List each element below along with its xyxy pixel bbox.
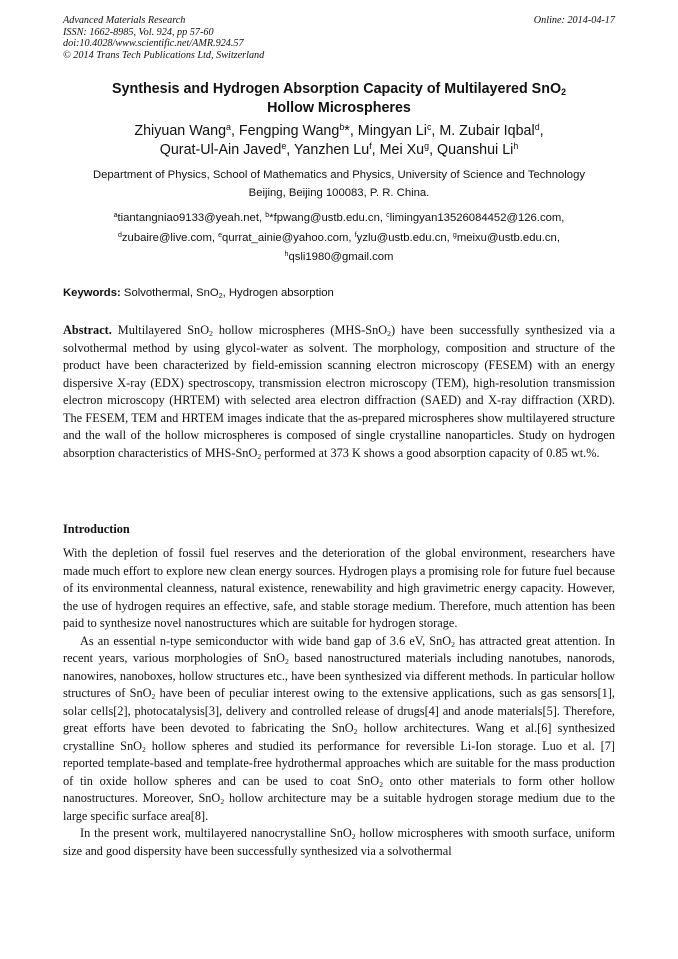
email: $^b$*fpwang@ustb.edu.cn, [265,212,387,224]
paragraph: With the depletion of fossil fuel reserves and the deterioration of the global environment, researchers have made much effort to explore new clean energy sources. Hydrogen plays a promising role for future fuel because of its environmental cleanness, natural existence, renewability and high gravimetric energy capacity. However, the use of hydrogen requires an effective, safe, and stable storage medium. Therefore, much attention has been paid to synthesize novel nanostructures which are suitable for hydrogen storage. [63,546,615,630]
affiliation: Department of Physics, School of Mathematics and Physics, University of Science and Technology Beijing, Beijing 100083, P. R. China. [92,169,586,199]
author: Fengping Wang$^b$*, [238,122,358,139]
online-date: Online: 2014-04-17 [533,15,615,26]
abstract-label: Abstract. [63,323,112,337]
keywords: Keywords: Solvothermal, SnO$_2$, Hydrogen absorption [63,287,334,300]
author: Yanzhen Lu$^f$, [293,141,380,158]
paragraph: As an essential n-type semiconductor with wide band gap of 3.6 eV, SnO$_2$ has attracted great attention. In recent years, various morphologies of SnO$_2$ based nanostructured materials including nanotubes, nanorods, nanowires, nanoboxes, hollow structures etc., have been synthesized via different methods. In particular hollow structures of SnO$_2$ have been of peculiar interest owing to the extensive applications, such as gas sensors[1], solar cells[2], photocatalysis[3], delivery and controlled release of drugs[4] and anode materials[5]. Therefore, great efforts have been devoted to fabricating the SnO$_2$ hollow architectures. Wang et al.[6] synthesized crystalline SnO$_2$ hollow spheres and studied its performance for reversible Li-Ion storage. Luo et al. [7] reported template-based and template-free hydrothermal approaches which are suitable for the mass production of tin oxide hollow spheres and can be used to coat SnO$_2$ onto other materials to form other hollow nanostructures. Moreover, SnO$_2$ hollow architecture may be a suitable hydrogen storage medium due to the large specific surface area[8]. [63,633,616,823]
email: $^f$yzlu@ustb.edu.cn, [354,231,453,244]
email-list [63,209,615,268]
running-header [63,15,615,61]
paragraph: In the present work, multilayered nanocrystalline SnO$_2$ hollow microspheres with smooth surface, uniform size and good dispersity have been successfully synthesized via a solvothermal [63,826,615,858]
author: Mei Xu$^g$, [379,141,438,158]
issn-line: ISSN: 1662-8985, Vol. 924, pp 57-60 [63,26,214,38]
paper-title [63,80,615,118]
email: $^g$meixu@ustb.edu.cn, [452,231,560,244]
author-list [63,122,615,160]
keywords-label: Keywords: [63,287,121,299]
author: Quanshui Li$^h$ [437,141,519,158]
doi-line: doi:10.4028/www.scientific.net/AMR.924.57 [63,38,244,50]
email: $^h$qsli1980@gmail.com [284,251,394,263]
author: M. Zubair Iqbal$^d$, [439,122,544,139]
email: $^e$qurrat_ainie@yahoo.com, [218,231,355,244]
author: Qurat-Ul-Ain Javed$^e$, [159,141,294,158]
title-line-2: Hollow Microspheres [267,100,411,116]
abstract: Abstract. Multilayered SnO$_2$ hollow microspheres (MHS-SnO$_2$) have been successfully synthesized via a solvothermal method by using glycol-water as solvent. The morphology, composition and structure of the product have been characterized by field-emission scanning electron microscopy (FESEM) with an energy dispersive X-ray (EDX) spectroscopy, transmission electron microscopy (TEM), high-resolution transmission electron microscopy (HRTEM) with selected area electron diffraction (SAED) and X-ray diffraction (XRD). The FESEM, TEM and HRTEM images indicate that the as-prepared microspheres show multilayered structure and the wall of the hollow microspheres is composed of single crystalline nanoparticles. Study on hydrogen absorption characteristics of MHS-SnO$_2$ performed at 373 K shows a good absorption capacity of 0.85 wt.%. [63,323,616,461]
title-subscript: 2 [561,87,567,98]
email: $^d$zubaire@live.com, [118,231,219,244]
email: $^a$tiantangniao9133@yeah.net, [113,212,266,224]
section-heading-introduction: Introduction [63,522,130,536]
email: $^c$limingyan13526084452@126.com, [386,212,565,224]
title-line-1: Synthesis and Hydrogen Absorption Capacity of Multilayered SnO [111,81,562,97]
journal-name: Advanced Materials Research [63,15,186,26]
author: Zhiyuan Wang$^a$, [134,122,239,139]
author: Mingyan Li$^c$, [357,122,440,139]
introduction-body [63,545,615,860]
copyright-line: © 2014 Trans Tech Publications Ltd, Switzerland [63,49,265,61]
